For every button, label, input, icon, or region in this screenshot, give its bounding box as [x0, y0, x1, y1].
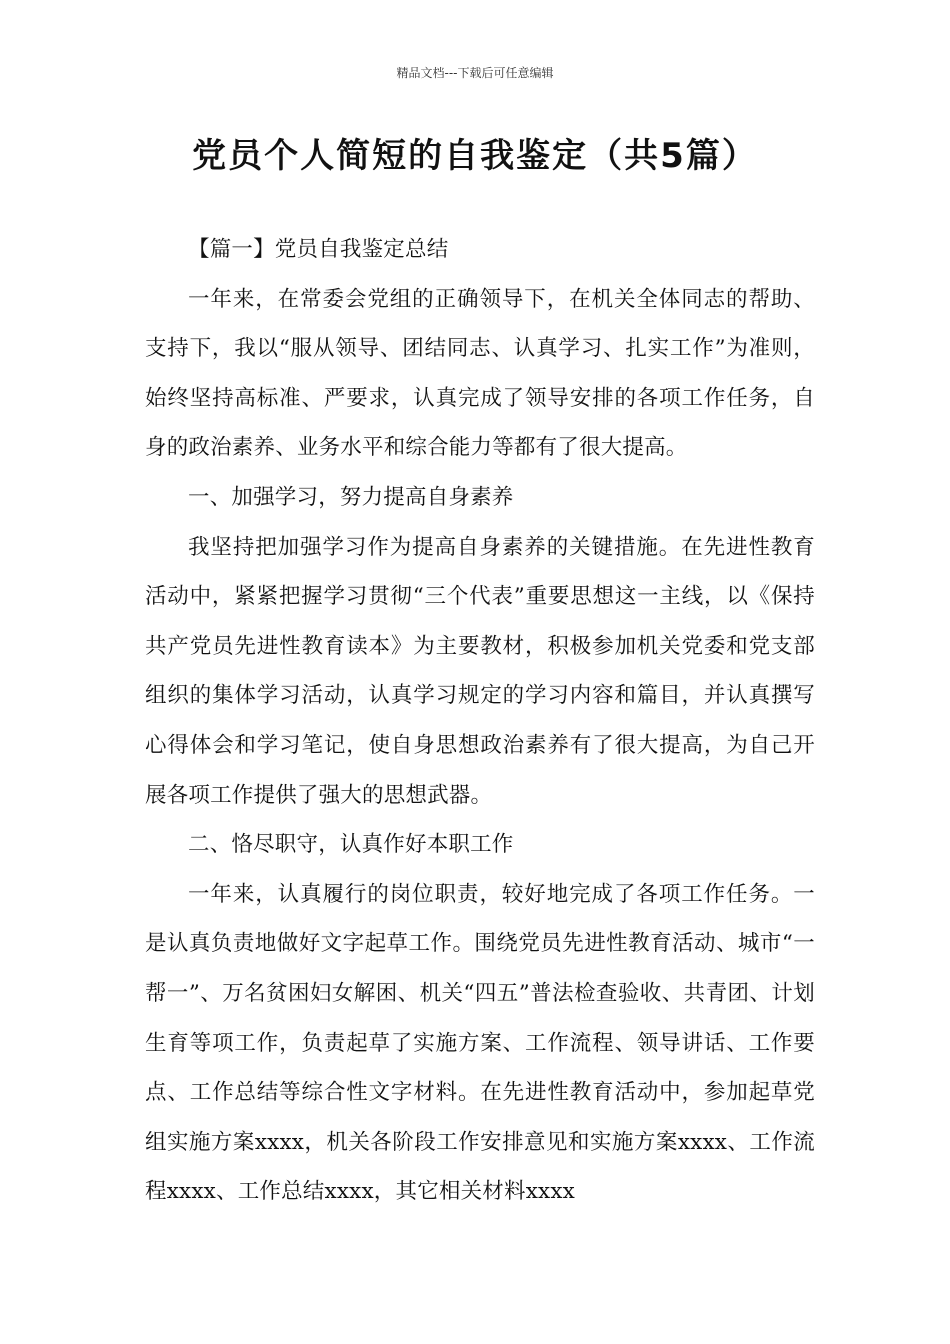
study-paragraph: 我坚持把加强学习作为提高自身素养的关键措施。在先进性教育活动中，紧紧把握学习贯彻“三个代表”重要思想这一主线，以《保持共产党员先进性教育读本》为主要教材，积极参加机关党委和党支部组织的集体学习活动，认真学习规定的学习内容和篇目，并认真撰写心得体会和学习笔记，使自身思想政治素养有了很大提高，为自己开展各项工作提供了强大的思想武器。	[145, 534, 815, 808]
document-body	[145, 225, 815, 1217]
header-note: 精品文档---下载后可任意编辑	[396, 66, 554, 80]
subheading-study: 一、加强学习，努力提高自身素养	[188, 484, 514, 510]
duty-paragraph: 一年来，认真履行的岗位职责，较好地完成了各项工作任务。一是认真负责地做好文字起草工作。围绕党员先进性教育活动、城市“一帮一”、万名贫困妇女解困、机关“四五”普法检查验收、共青团、计划生育等项工作，负责起草了实施方案、工作流程、领导讲话、工作要点、工作总结等综合性文字材料。在先进性教育活动中，参加起草党组实施方案xxxx，机关各阶段工作安排意见和实施方案xxxx、工作流程xxxx、工作总结xxxx，其它相关材料xxxx	[145, 881, 815, 1205]
intro-paragraph: 一年来，在常委会党组的正确领导下，在机关全体同志的帮助、支持下，我以“服从领导、团结同志、认真学习、扎实工作”为准则，始终坚持高标准、严要求，认真完成了领导安排的各项工作任务，自身的政治素养、业务水平和综合能力等都有了很大提高。	[145, 286, 815, 461]
document-title: 党员个人简短的自我鉴定（共5篇）	[192, 136, 758, 176]
section-heading-part-one: 【篇一】党员自我鉴定总结	[188, 237, 449, 262]
subheading-duty: 二、恪尽职守，认真作好本职工作	[188, 832, 514, 858]
